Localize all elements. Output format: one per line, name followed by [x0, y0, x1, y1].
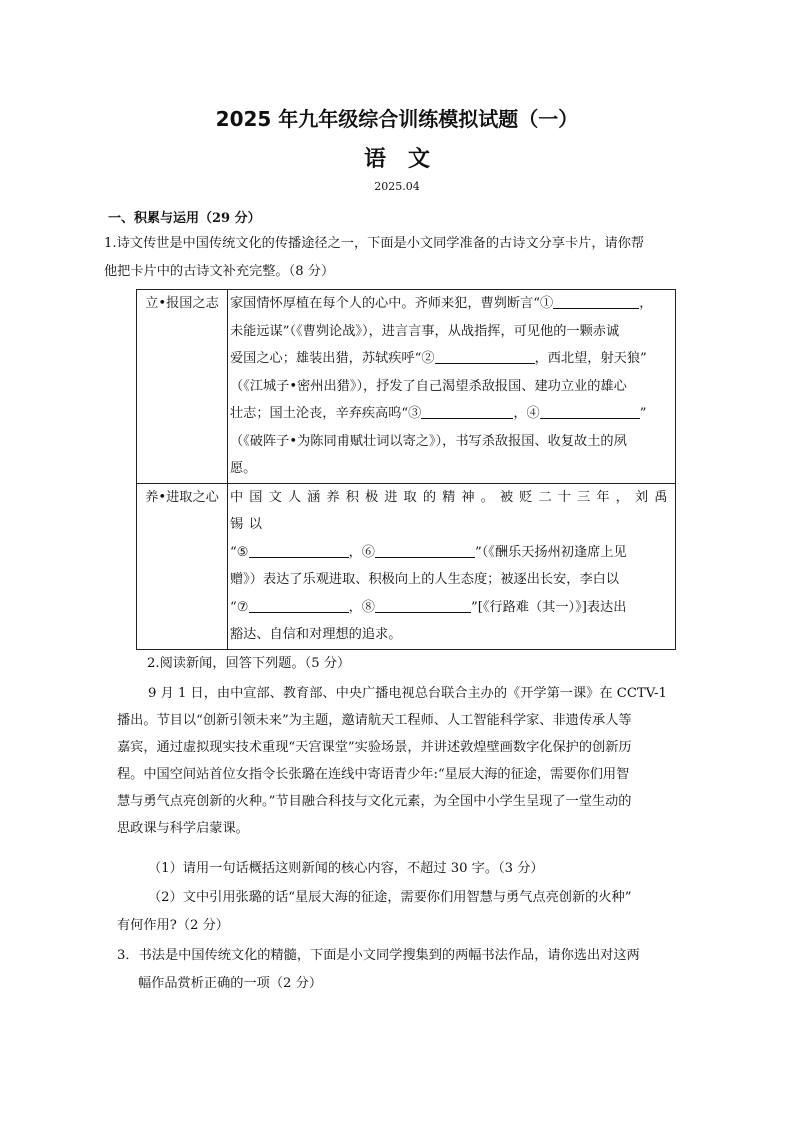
question-3-line-1: 3．书法是中国传统文化的精髓，下面是小文同学搜集到的两幅书法作品，请你选出对这两 — [117, 948, 640, 963]
text-span: ，⑧ — [348, 599, 375, 615]
question-3-line-2: 幅作品赏析正确的一项（2 分） — [138, 976, 323, 991]
text-span: “⑦ — [230, 599, 249, 615]
card-line — [230, 290, 673, 318]
news-line-6: 思政课与科学启蒙课。 — [117, 821, 249, 836]
news-line-5: 慧与勇气点亮创新的火种。”节目融合科技与文化元素，为全国中小学生呈现了一堂生动的 — [117, 794, 632, 809]
text-span: 爱国之心；雄装出猎，苏轼疾呼“② — [230, 351, 435, 366]
news-line-3: 嘉宾，通过虚拟现实技术重现“天宫课堂”实验场景，并讲述敦煌壁画数字化保护的创新历 — [117, 740, 632, 755]
subject-title: 语文 — [363, 147, 452, 172]
answer-blank-7[interactable] — [249, 594, 349, 613]
answer-blank-8[interactable] — [375, 594, 471, 613]
exam-date: 2025.04 — [374, 180, 420, 193]
card-line: 中国文人涵养积极进取的精神。被贬二十三年，刘禹锡以 — [230, 489, 673, 532]
poetry-card-table — [136, 289, 676, 650]
answer-blank-2[interactable] — [435, 345, 535, 364]
text-span: ”（《酬乐天扬州初逢席上见 — [474, 544, 627, 560]
text-span: “⑤ — [230, 544, 249, 560]
card-line — [230, 400, 673, 428]
answer-blank-3[interactable] — [421, 400, 513, 419]
card-row-patriotism — [137, 290, 676, 484]
news-line-2: 播出。节目以“创新引领未来”为主题，邀请航天工程师、人工智能科学家、非遗传承人等 — [117, 713, 632, 728]
text-span: ，⑥ — [348, 544, 375, 560]
card-line: 愿。 — [230, 461, 257, 476]
card-line: 未能远谋”（《曹刿论战》），进言言事，从战指挥，可见他的一颗赤诚 — [230, 323, 620, 339]
card-content — [228, 290, 676, 484]
card-content — [228, 483, 676, 649]
page-title: 2025 年九年级综合训练模拟试题（一） — [215, 107, 579, 131]
card-row-aspiration — [137, 483, 676, 649]
news-line-4: 程。中国空间站首位女指令长张璐在连线中寄语青少年:“星辰大海的征途，需要你们用智 — [117, 767, 630, 782]
question-2-sub-2-line-1: （2）文中引用张璐的话“星辰大海的征途，需要你们用智慧与勇气点亮创新的火种” — [148, 890, 632, 905]
section-heading: 一、积累与运用（29 分） — [108, 211, 261, 226]
question-2-sub-1: （1）请用一句话概括这则新闻的核心内容，不超过 30 字。（3 分） — [148, 861, 544, 876]
card-line: （《破阵子•为陈同甫赋壮词以寄之》），书写杀敌报国、收复故土的夙 — [230, 433, 627, 449]
card-line — [230, 594, 673, 622]
text-span: 家国情怀厚植在每个人的心中。齐师来犯，曹刿断言“① — [230, 296, 554, 311]
answer-blank-6[interactable] — [375, 539, 475, 558]
question-2-sub-2-line-2: 有何作用?（2 分） — [117, 918, 229, 933]
answer-blank-1[interactable] — [553, 290, 639, 309]
card-line: 赠》）表达了乐观进取、积极向上的人生态度；被逐出长安，李白以 — [230, 572, 620, 587]
text-span: ” — [639, 406, 647, 421]
text-span: 壮志；国土沦丧，辛弃疾高呜“③ — [230, 406, 422, 421]
answer-blank-5[interactable] — [249, 539, 349, 558]
text-span: ， — [639, 296, 653, 311]
card-line — [230, 345, 673, 373]
question-1-line-1: 1.诗文传世是中国传统文化的传播途径之一，下面是小文同学准备的古诗文分享卡片，请你帮 — [104, 236, 645, 251]
card-line — [230, 539, 673, 567]
card-line: 豁达、自信和对理想的追求。 — [230, 627, 402, 642]
text-span: ，④ — [513, 406, 540, 421]
news-line-1: 9 月 1 日，由中宣部、教育部、中央广播电视总台联合主办的《开学第一课》在 CCTV-1 — [148, 686, 667, 701]
card-label: 立•报国之志 — [137, 290, 228, 484]
text-span: ，西北望，射天狼” — [534, 351, 647, 366]
question-2-heading: 2.阅读新闻，回答下列题。（5 分） — [147, 656, 351, 671]
question-1-line-2: 他把卡片中的古诗文补充完整。（8 分） — [104, 264, 335, 279]
card-line: （《江城子•密州出猎》），抒发了自己渴望杀敌报国、建功立业的雄心 — [230, 378, 627, 394]
card-label: 养•进取之心 — [137, 483, 228, 649]
text-span: ”[《行路难（其一）》]表达出 — [470, 599, 627, 615]
answer-blank-4[interactable] — [540, 400, 640, 419]
